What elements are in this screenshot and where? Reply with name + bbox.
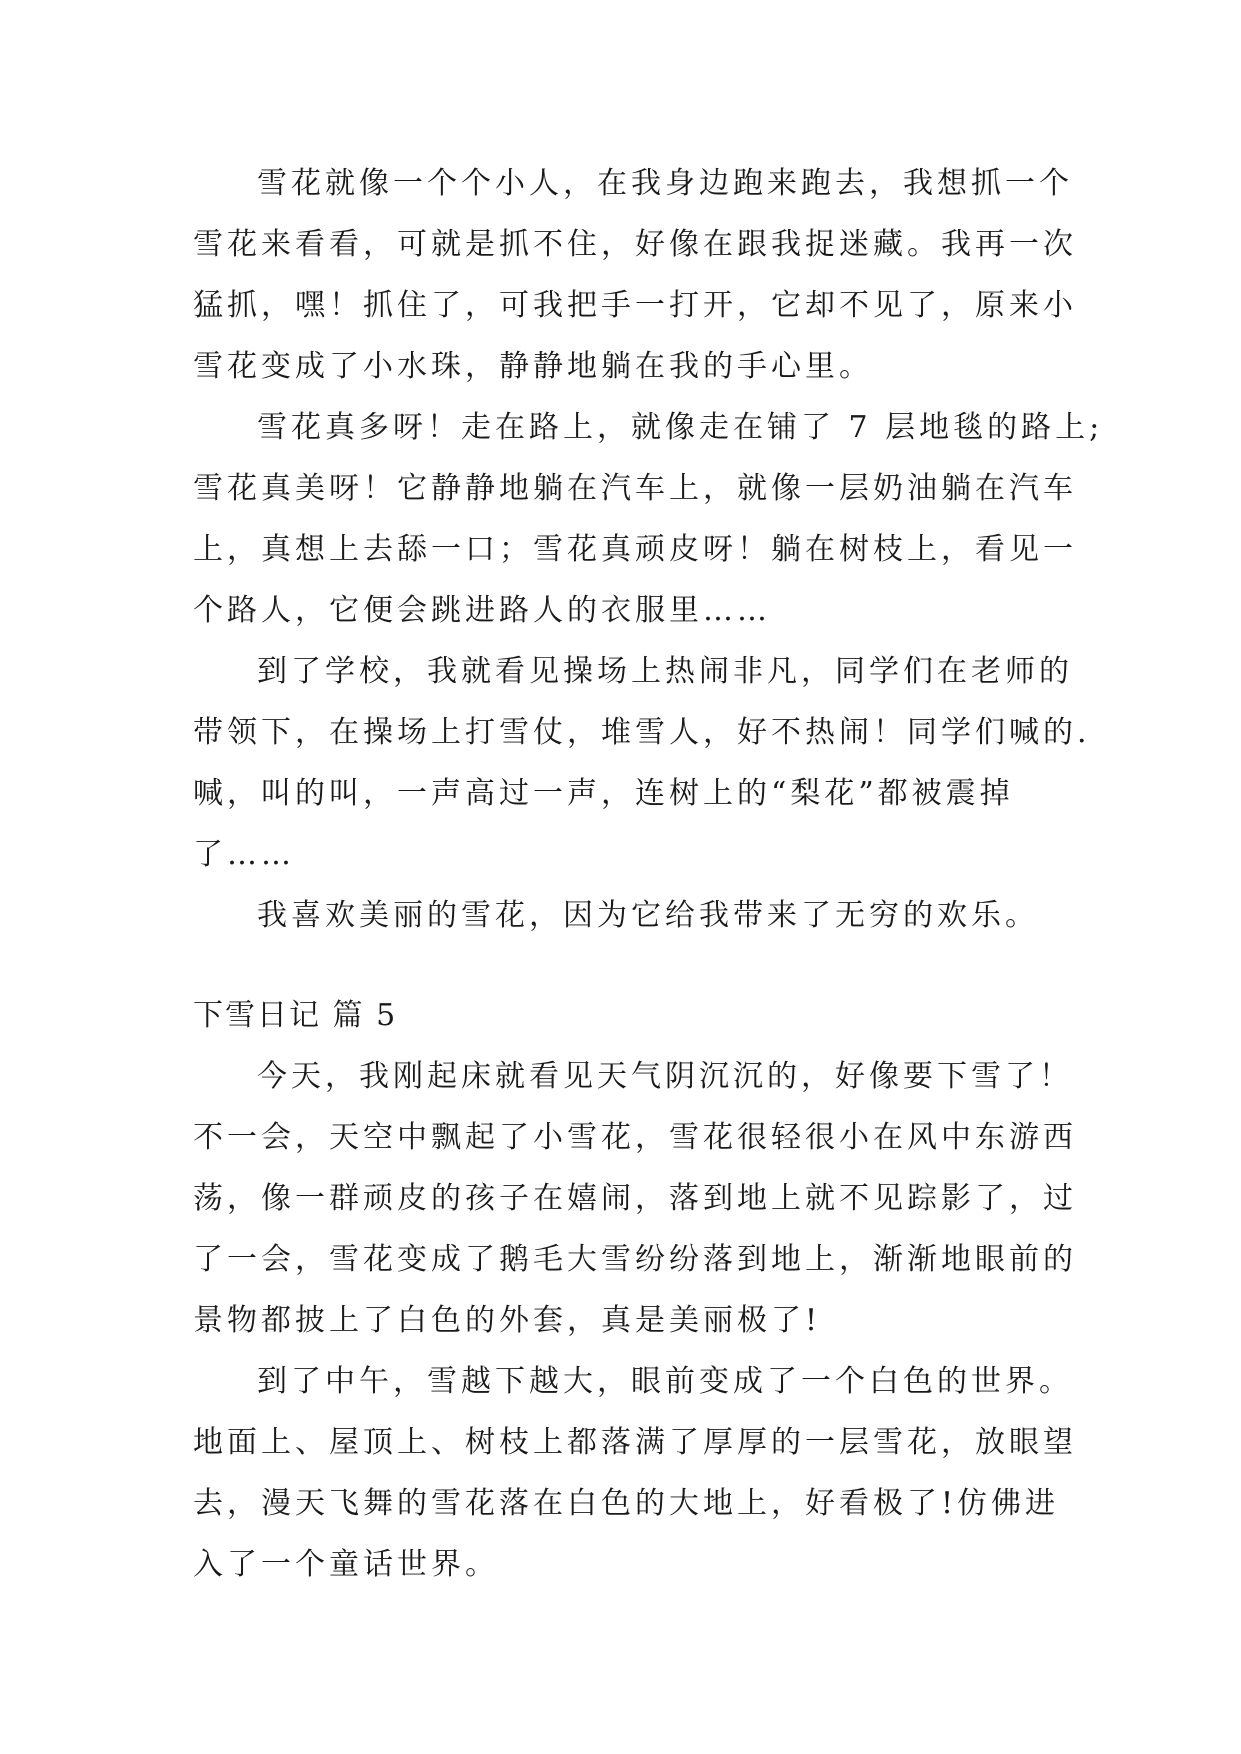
paragraph-5-line-1: 今天，我刚起床就看见天气阴沉沉的，好像要下雪了！ xyxy=(257,1059,1073,1094)
paragraph-3-line-4: 了…… xyxy=(193,837,295,872)
paragraph-2-line-3: 上，真想上去舔一口；雪花真顽皮呀！躺在树枝上，看见一 xyxy=(193,532,1077,567)
paragraph-3-line-3: 喊，叫的叫，一声高过一声，连树上的“梨花”都被震掉 xyxy=(193,776,1014,811)
paragraph-2-line-4: 个路人，它便会跳进路人的衣服里…… xyxy=(193,593,771,628)
paragraph-5-line-2: 不一会，天空中飘起了小雪花，雪花很轻很小在风中东游西 xyxy=(193,1120,1077,1155)
paragraph-3-line-2: 带领下，在操场上打雪仗，堆雪人，好不热闹！同学们喊的. xyxy=(193,715,1091,750)
paragraph-6-line-4: 入了一个童话世界。 xyxy=(193,1547,499,1582)
paragraph-2-line-1: 雪花真多呀！走在路上，就像走在铺了 7 层地毯的路上; xyxy=(257,410,1104,445)
paragraph-5-line-4: 了一会，雪花变成了鹅毛大雪纷纷落到地上，渐渐地眼前的 xyxy=(193,1242,1077,1277)
paragraph-6-line-3: 去，漫天飞舞的雪花落在白色的大地上，好看极了!仿佛进 xyxy=(193,1486,1060,1521)
paragraph-6-line-1: 到了中午，雪越下越大，眼前变成了一个白色的世界。 xyxy=(257,1364,1073,1399)
paragraph-3-line-1: 到了学校，我就看见操场上热闹非凡，同学们在老师的 xyxy=(257,654,1073,689)
paragraph-5-line-3: 荡，像一群顽皮的孩子在嬉闹，落到地上就不见踪影了，过 xyxy=(193,1181,1077,1216)
section-heading: 下雪日记 篇 5 xyxy=(193,998,398,1033)
paragraph-1-line-4: 雪花变成了小水珠，静静地躺在我的手心里。 xyxy=(193,349,873,384)
paragraph-5-line-5: 景物都披上了白色的外套，真是美丽极了! xyxy=(193,1303,822,1338)
paragraph-1-line-1: 雪花就像一个个小人，在我身边跑来跑去，我想抓一个 xyxy=(257,166,1073,201)
paragraph-2-line-2: 雪花真美呀！它静静地躺在汽车上，就像一层奶油躺在汽车 xyxy=(193,471,1077,506)
paragraph-6-line-2: 地面上、屋顶上、树枝上都落满了厚厚的一层雪花，放眼望 xyxy=(193,1425,1077,1460)
paragraph-4-line-1: 我喜欢美丽的雪花，因为它给我带来了无穷的欢乐。 xyxy=(257,898,1039,933)
paragraph-1-line-3: 猛抓，嘿！抓住了，可我把手一打开，它却不见了，原来小 xyxy=(193,288,1077,323)
paragraph-1-line-2: 雪花来看看，可就是抓不住，好像在跟我捉迷藏。我再一次 xyxy=(193,227,1077,262)
